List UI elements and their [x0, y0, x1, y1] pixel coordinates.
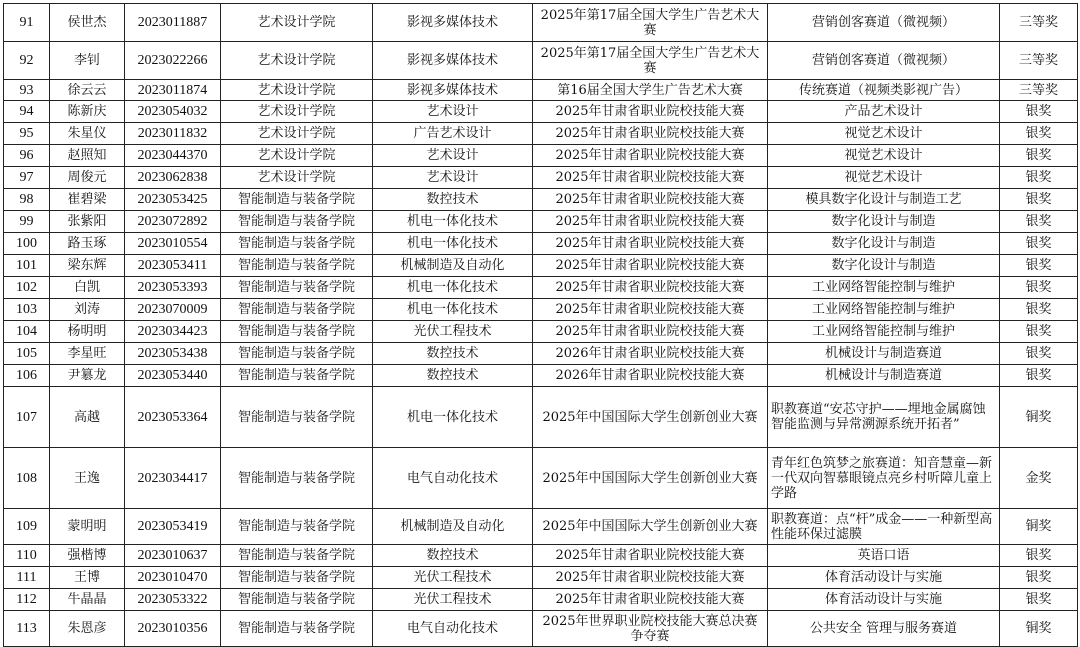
- major-name: 影视多媒体技术: [373, 80, 533, 101]
- competition-name: 2026年甘肃省职业院校技能大赛: [533, 343, 768, 365]
- award-level: 银奖: [1000, 545, 1078, 567]
- major-name: 机电一体化技术: [373, 233, 533, 255]
- college-name: 艺术设计学院: [221, 167, 373, 189]
- student-name: 徐云云: [50, 80, 125, 101]
- project-track: 营销创客赛道（微视频）: [768, 42, 1000, 80]
- competition-name: 2025年甘肃省职业院校技能大赛: [533, 123, 768, 145]
- project-track: 视觉艺术设计: [768, 123, 1000, 145]
- college-name: 智能制造与装备学院: [221, 611, 373, 647]
- award-level: 银奖: [1000, 277, 1078, 299]
- student-id: 2023011874: [125, 80, 221, 101]
- row-number: 102: [4, 277, 50, 299]
- competition-name: 2026年甘肃省职业院校技能大赛: [533, 365, 768, 387]
- student-id: 2023053322: [125, 589, 221, 611]
- competition-name: 2025年第17届全国大学生广告艺术大赛: [533, 4, 768, 42]
- student-name: 赵照知: [50, 145, 125, 167]
- competition-name: 2025年第17届全国大学生广告艺术大赛: [533, 42, 768, 80]
- student-id: 2023054032: [125, 101, 221, 123]
- competition-name: 2025年甘肃省职业院校技能大赛: [533, 277, 768, 299]
- competition-name: 2025年甘肃省职业院校技能大赛: [533, 101, 768, 123]
- student-id: 2023070009: [125, 299, 221, 321]
- college-name: 智能制造与装备学院: [221, 365, 373, 387]
- major-name: 数控技术: [373, 343, 533, 365]
- competition-name: 2025年甘肃省职业院校技能大赛: [533, 211, 768, 233]
- major-name: 机电一体化技术: [373, 299, 533, 321]
- major-name: 电气自动化技术: [373, 611, 533, 647]
- project-track: 工业网络智能控制与维护: [768, 277, 1000, 299]
- student-name: 周俊元: [50, 167, 125, 189]
- row-number: 101: [4, 255, 50, 277]
- student-name: 白凯: [50, 277, 125, 299]
- project-track: 营销创客赛道（微视频）: [768, 4, 1000, 42]
- student-name: 路玉琢: [50, 233, 125, 255]
- award-level: 银奖: [1000, 145, 1078, 167]
- row-number: 108: [4, 448, 50, 509]
- project-track: 模具数字化设计与制造工艺: [768, 189, 1000, 211]
- table-row: [4, 42, 1078, 80]
- student-id: 2023053364: [125, 387, 221, 448]
- student-name: 刘涛: [50, 299, 125, 321]
- table-row: [4, 611, 1078, 647]
- student-id: 2023053438: [125, 343, 221, 365]
- college-name: 艺术设计学院: [221, 145, 373, 167]
- college-name: 智能制造与装备学院: [221, 233, 373, 255]
- competition-name: 2025年中国国际大学生创新创业大赛: [533, 448, 768, 509]
- student-id: 2023010470: [125, 567, 221, 589]
- student-name: 陈新庆: [50, 101, 125, 123]
- college-name: 智能制造与装备学院: [221, 509, 373, 545]
- award-level: 银奖: [1000, 567, 1078, 589]
- student-name: 梁东辉: [50, 255, 125, 277]
- project-track: 机械设计与制造赛道: [768, 343, 1000, 365]
- major-name: 电气自动化技术: [373, 448, 533, 509]
- table-row: [4, 321, 1078, 343]
- competition-name: 2025年甘肃省职业院校技能大赛: [533, 321, 768, 343]
- major-name: 机电一体化技术: [373, 387, 533, 448]
- major-name: 光伏工程技术: [373, 321, 533, 343]
- student-name: 强楷博: [50, 545, 125, 567]
- major-name: 机电一体化技术: [373, 211, 533, 233]
- row-number: 105: [4, 343, 50, 365]
- student-name: 朱星仪: [50, 123, 125, 145]
- project-track: 数字化设计与制造: [768, 233, 1000, 255]
- row-number: 95: [4, 123, 50, 145]
- award-level: 金奖: [1000, 448, 1078, 509]
- award-table-body: [4, 4, 1078, 647]
- major-name: 数控技术: [373, 545, 533, 567]
- college-name: 艺术设计学院: [221, 4, 373, 42]
- competition-name: 2025年甘肃省职业院校技能大赛: [533, 233, 768, 255]
- row-number: 107: [4, 387, 50, 448]
- competition-name: 第16届全国大学生广告艺术大赛: [533, 80, 768, 101]
- student-name: 蒙明明: [50, 509, 125, 545]
- student-id: 2023034417: [125, 448, 221, 509]
- award-level: 三等奖: [1000, 80, 1078, 101]
- award-level: 银奖: [1000, 167, 1078, 189]
- student-id: 2023053419: [125, 509, 221, 545]
- award-level: 银奖: [1000, 299, 1078, 321]
- student-id: 2023010356: [125, 611, 221, 647]
- student-name: 牛晶晶: [50, 589, 125, 611]
- student-id: 2023011887: [125, 4, 221, 42]
- college-name: 智能制造与装备学院: [221, 321, 373, 343]
- project-track: 英语口语: [768, 545, 1000, 567]
- table-row: [4, 145, 1078, 167]
- row-number: 109: [4, 509, 50, 545]
- award-level: 三等奖: [1000, 4, 1078, 42]
- row-number: 99: [4, 211, 50, 233]
- row-number: 112: [4, 589, 50, 611]
- table-row: [4, 80, 1078, 101]
- student-name: 高越: [50, 387, 125, 448]
- college-name: 艺术设计学院: [221, 42, 373, 80]
- college-name: 艺术设计学院: [221, 123, 373, 145]
- table-row: [4, 123, 1078, 145]
- award-level: 银奖: [1000, 365, 1078, 387]
- competition-name: 2025年甘肃省职业院校技能大赛: [533, 189, 768, 211]
- project-track: 体育活动设计与实施: [768, 589, 1000, 611]
- student-name: 朱恩彦: [50, 611, 125, 647]
- table-row: [4, 4, 1078, 42]
- college-name: 智能制造与装备学院: [221, 387, 373, 448]
- major-name: 数控技术: [373, 365, 533, 387]
- major-name: 机械制造及自动化: [373, 509, 533, 545]
- table-row: [4, 211, 1078, 233]
- major-name: 艺术设计: [373, 167, 533, 189]
- student-id: 2023044370: [125, 145, 221, 167]
- table-row: [4, 233, 1078, 255]
- competition-name: 2025年甘肃省职业院校技能大赛: [533, 567, 768, 589]
- competition-name: 2025年甘肃省职业院校技能大赛: [533, 255, 768, 277]
- award-table: [3, 3, 1078, 647]
- award-level: 银奖: [1000, 123, 1078, 145]
- project-track: 数字化设计与制造: [768, 255, 1000, 277]
- student-id: 2023053393: [125, 277, 221, 299]
- student-id: 2023053440: [125, 365, 221, 387]
- student-name: 尹簒龙: [50, 365, 125, 387]
- award-level: 银奖: [1000, 343, 1078, 365]
- table-row: [4, 167, 1078, 189]
- student-id: 2023010554: [125, 233, 221, 255]
- student-name: 侯世杰: [50, 4, 125, 42]
- project-track: 视觉艺术设计: [768, 145, 1000, 167]
- project-track: 青年红色筑梦之旅赛道：知音慧童—新一代双向智慕眼镜点亮乡村听障儿童上学路: [768, 448, 1000, 509]
- student-id: 2023062838: [125, 167, 221, 189]
- major-name: 机械制造及自动化: [373, 255, 533, 277]
- competition-name: 2025年甘肃省职业院校技能大赛: [533, 545, 768, 567]
- row-number: 98: [4, 189, 50, 211]
- award-level: 银奖: [1000, 321, 1078, 343]
- project-track: 工业网络智能控制与维护: [768, 321, 1000, 343]
- college-name: 艺术设计学院: [221, 80, 373, 101]
- project-track: 传统赛道（视频类影视广告）: [768, 80, 1000, 101]
- row-number: 93: [4, 80, 50, 101]
- major-name: 影视多媒体技术: [373, 42, 533, 80]
- row-number: 113: [4, 611, 50, 647]
- row-number: 104: [4, 321, 50, 343]
- college-name: 智能制造与装备学院: [221, 299, 373, 321]
- project-track: 视觉艺术设计: [768, 167, 1000, 189]
- table-row: [4, 365, 1078, 387]
- award-level: 三等奖: [1000, 42, 1078, 80]
- row-number: 111: [4, 567, 50, 589]
- row-number: 97: [4, 167, 50, 189]
- student-name: 李星旺: [50, 343, 125, 365]
- college-name: 智能制造与装备学院: [221, 545, 373, 567]
- competition-name: 2025年甘肃省职业院校技能大赛: [533, 145, 768, 167]
- student-id: 2023053411: [125, 255, 221, 277]
- competition-name: 2025年中国国际大学生创新创业大赛: [533, 387, 768, 448]
- project-track: 职教赛道“安芯守护——埋地金属腐蚀智能监测与异常溯源系统开拓者”: [768, 387, 1000, 448]
- competition-name: 2025年世界职业院校技能大赛总决赛争夺赛: [533, 611, 768, 647]
- table-row: [4, 277, 1078, 299]
- student-name: 杨明明: [50, 321, 125, 343]
- college-name: 智能制造与装备学院: [221, 189, 373, 211]
- table-row: [4, 343, 1078, 365]
- college-name: 智能制造与装备学院: [221, 567, 373, 589]
- row-number: 110: [4, 545, 50, 567]
- competition-name: 2025年甘肃省职业院校技能大赛: [533, 299, 768, 321]
- table-row: [4, 509, 1078, 545]
- student-id: 2023034423: [125, 321, 221, 343]
- award-level: 银奖: [1000, 589, 1078, 611]
- row-number: 94: [4, 101, 50, 123]
- project-track: 数字化设计与制造: [768, 211, 1000, 233]
- college-name: 智能制造与装备学院: [221, 589, 373, 611]
- table-row: [4, 567, 1078, 589]
- award-level: 银奖: [1000, 189, 1078, 211]
- major-name: 机电一体化技术: [373, 277, 533, 299]
- row-number: 100: [4, 233, 50, 255]
- student-id: 2023053425: [125, 189, 221, 211]
- major-name: 光伏工程技术: [373, 567, 533, 589]
- major-name: 光伏工程技术: [373, 589, 533, 611]
- row-number: 92: [4, 42, 50, 80]
- award-level: 铜奖: [1000, 611, 1078, 647]
- student-name: 王逸: [50, 448, 125, 509]
- student-id: 2023022266: [125, 42, 221, 80]
- college-name: 智能制造与装备学院: [221, 255, 373, 277]
- competition-name: 2025年甘肃省职业院校技能大赛: [533, 589, 768, 611]
- student-name: 王博: [50, 567, 125, 589]
- row-number: 91: [4, 4, 50, 42]
- table-row: [4, 545, 1078, 567]
- competition-name: 2025年甘肃省职业院校技能大赛: [533, 167, 768, 189]
- college-name: 智能制造与装备学院: [221, 448, 373, 509]
- student-id: 2023011832: [125, 123, 221, 145]
- row-number: 96: [4, 145, 50, 167]
- project-track: 体育活动设计与实施: [768, 567, 1000, 589]
- college-name: 智能制造与装备学院: [221, 211, 373, 233]
- award-level: 银奖: [1000, 101, 1078, 123]
- student-id: 2023072892: [125, 211, 221, 233]
- major-name: 艺术设计: [373, 101, 533, 123]
- table-row: [4, 387, 1078, 448]
- major-name: 数控技术: [373, 189, 533, 211]
- award-level: 银奖: [1000, 211, 1078, 233]
- major-name: 艺术设计: [373, 145, 533, 167]
- project-track: 工业网络智能控制与维护: [768, 299, 1000, 321]
- table-row: [4, 299, 1078, 321]
- table-row: [4, 448, 1078, 509]
- project-track: 公共安全 管理与服务赛道: [768, 611, 1000, 647]
- student-name: 张紫阳: [50, 211, 125, 233]
- row-number: 106: [4, 365, 50, 387]
- award-level: 铜奖: [1000, 387, 1078, 448]
- award-level: 铜奖: [1000, 509, 1078, 545]
- major-name: 广告艺术设计: [373, 123, 533, 145]
- project-track: 职教赛道：点“杆”成金——一种新型高性能环保过滤膜: [768, 509, 1000, 545]
- table-row: [4, 589, 1078, 611]
- project-track: 产品艺术设计: [768, 101, 1000, 123]
- project-track: 机械设计与制造赛道: [768, 365, 1000, 387]
- major-name: 影视多媒体技术: [373, 4, 533, 42]
- college-name: 智能制造与装备学院: [221, 343, 373, 365]
- student-name: 李钊: [50, 42, 125, 80]
- table-row: [4, 101, 1078, 123]
- award-level: 银奖: [1000, 255, 1078, 277]
- student-name: 崔碧梁: [50, 189, 125, 211]
- table-row: [4, 189, 1078, 211]
- competition-name: 2025年中国国际大学生创新创业大赛: [533, 509, 768, 545]
- row-number: 103: [4, 299, 50, 321]
- table-row: [4, 255, 1078, 277]
- college-name: 艺术设计学院: [221, 101, 373, 123]
- college-name: 智能制造与装备学院: [221, 277, 373, 299]
- student-id: 2023010637: [125, 545, 221, 567]
- award-level: 银奖: [1000, 233, 1078, 255]
